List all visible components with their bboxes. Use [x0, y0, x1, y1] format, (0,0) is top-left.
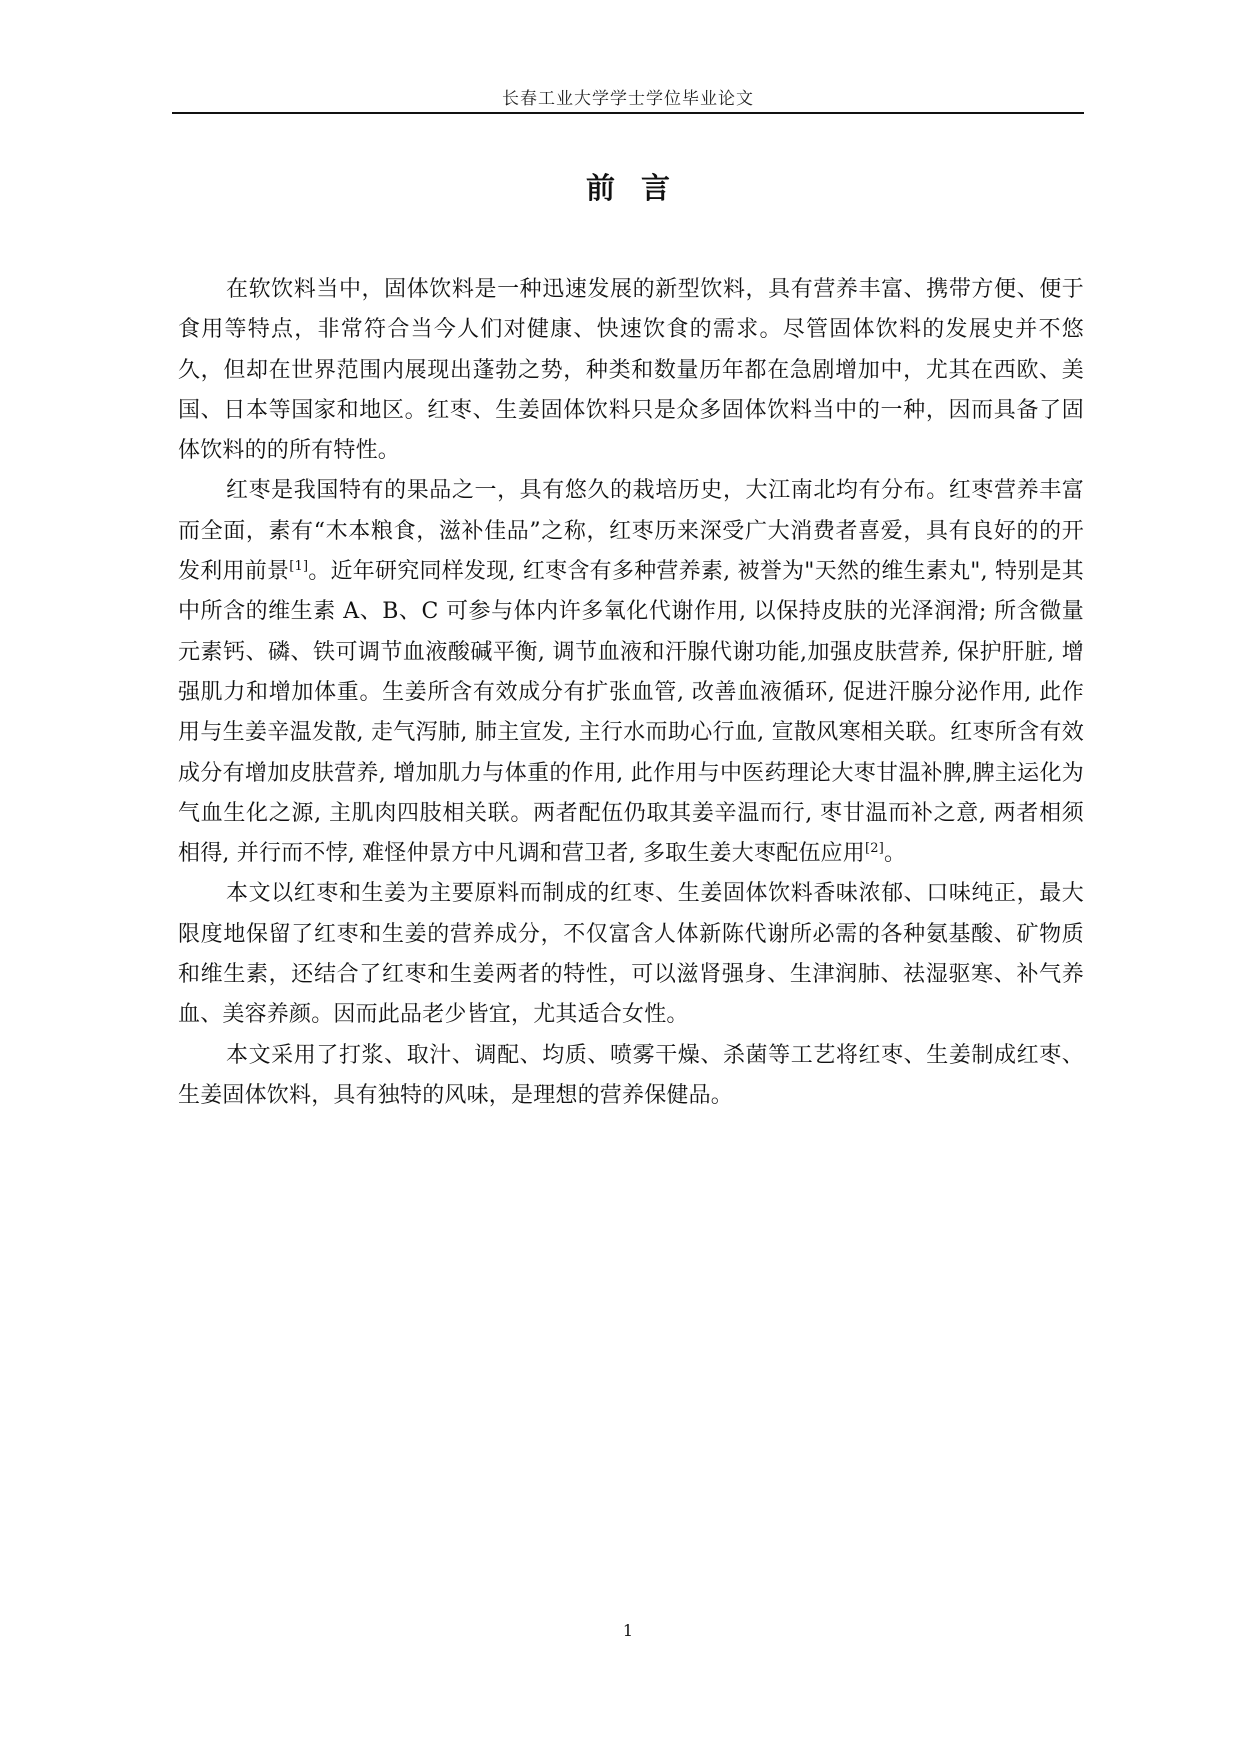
- header-rule: [172, 112, 1084, 114]
- body-text: [178, 270, 1084, 1116]
- paragraph-3: 本文以红枣和生姜为主要原料而制成的红枣、生姜固体饮料香味浓郁、口味纯正，最大限度地保留了红枣和生姜的营养成分，不仅富含人体新陈代谢所必需的各种氨基酸、矿物质和维生素，还结合了红枣和生姜两者的特性，可以滋肾强身、生津润肺、祛湿驱寒、补气养血、美容养颜。因而此品老少皆宜，尤其适合女性。: [178, 881, 1084, 1028]
- page-number: 1: [622, 1621, 634, 1640]
- paragraph-2-text-a: 红枣是我国特有的果品之一，具有悠久的栽培历史，大江南北均有分布。红枣营养丰富而全面，素有“木本粮食，滋补佳品”之称，红枣历来深受广大消费者喜爱，具有良好的的开发利用前景: [178, 478, 1084, 585]
- paragraph-2-text-c: 。: [883, 841, 907, 867]
- paragraph-1: 在软饮料当中，固体饮料是一种迅速发展的新型饮料，具有营养丰富、携带方便、便于食用等特点，非常符合当今人们对健康、快速饮食的需求。尽管固体饮料的发展史并不悠久，但却在世界范围内展现出蓬勃之势，种类和数量历年都在急剧增加中，尤其在西欧、美国、日本等国家和地区。红枣、生姜固体饮料只是众多固体饮料当中的一种，因而具备了固体饮料的的所有特性。: [178, 277, 1084, 464]
- running-header: 长春工业大学学士学位毕业论文: [502, 89, 754, 109]
- paragraph-2-text-b: 。近年研究同样发现, 红枣含有多种营养素, 被誉为"天然的维生素丸", 特别是其中所含的维生素 A、B、C 可参与体内许多氧化代谢作用, 以保持皮肤的光泽润滑; 所含微量元素钙、磷、铁可调节血液酸碱平衡, 调节血液和汗腺代谢功能,加强皮肤营养, 保护肝脏, 增强肌力和增加体重。生姜所含有效成分有扩张血管, 改善血液循环, 促进汗腺分泌作用, 此作用与生姜辛温发散, 走气泻肺, 肺主宣发, 主行水而助心行血, 宣散风寒相关联。红枣所含有效成分有增加皮肤营养, 增加肌力与体重的作用, 此作用与中医药理论大枣甘温补脾,脾主运化为气血生化之源, 主肌肉四肢相关联。两者配伍仍取其姜辛温而行, 枣甘温而补之意, 两者相须相得, 并行而不悖, 难怪仲景方中凡调和营卫者, 多取生姜大枣配伍应用: [178, 559, 1084, 867]
- section-title: 前言: [585, 171, 696, 205]
- paragraph-2: [178, 471, 1084, 874]
- citation-1: [1]: [289, 559, 309, 575]
- paragraph-4: 本文采用了打浆、取汁、调配、均质、喷雾干燥、杀菌等工艺将红枣、生姜制成红枣、生姜固体饮料，具有独特的风味，是理想的营养保健品。: [178, 1042, 1084, 1108]
- citation-2: [2]: [864, 841, 884, 857]
